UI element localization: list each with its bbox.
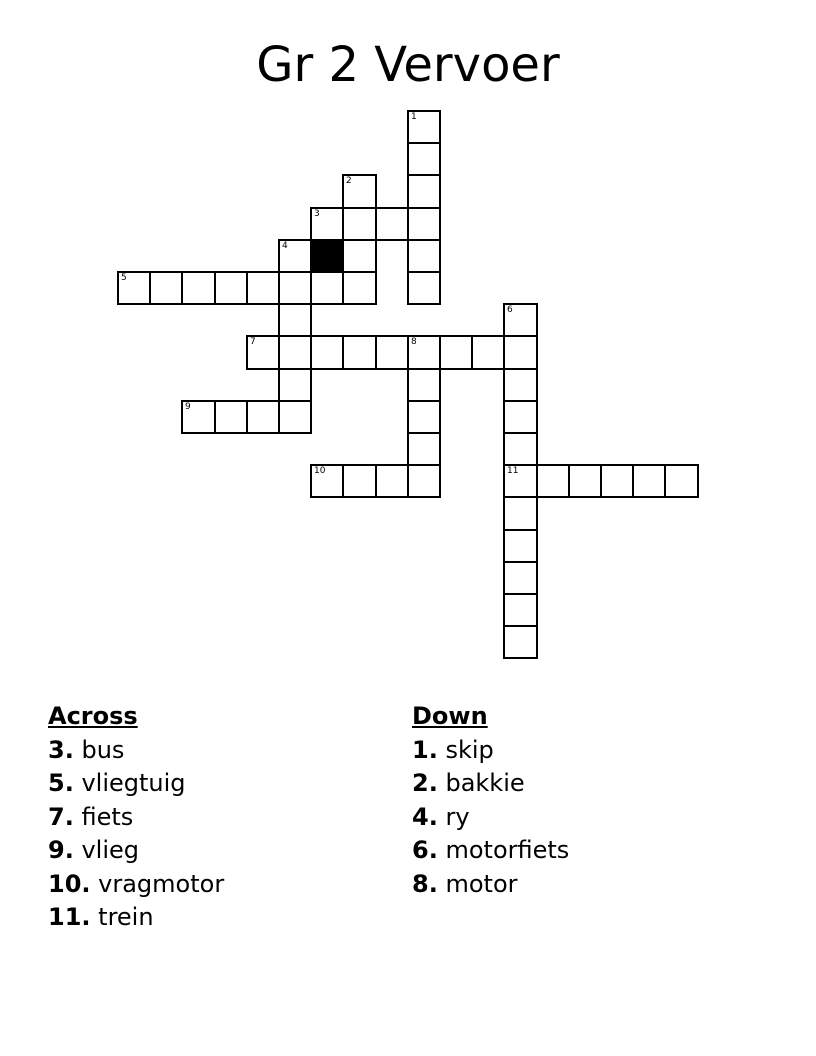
grid-cell[interactable] — [407, 464, 441, 498]
clue-down-8 — [412, 868, 569, 902]
clue-across-10 — [48, 868, 224, 902]
clue-text: skip — [445, 735, 494, 764]
clue-text: vlieg — [81, 836, 140, 864]
cell-number: 6 — [507, 305, 513, 315]
clue-across-11 — [48, 901, 224, 935]
grid-cell[interactable] — [407, 142, 441, 176]
cell-number: 2 — [346, 176, 352, 186]
grid-cell[interactable] — [439, 335, 473, 370]
clue-text: trein — [98, 903, 154, 931]
grid-cell[interactable] — [407, 432, 441, 466]
clue-down-6 — [412, 834, 569, 868]
clue-number: 9. — [48, 836, 74, 864]
grid-cell[interactable] — [503, 593, 538, 627]
clue-text: motor — [445, 869, 518, 898]
grid-cell[interactable] — [246, 400, 280, 434]
grid-cell[interactable] — [342, 464, 377, 498]
grid-cell[interactable] — [149, 271, 183, 305]
clue-down-1 — [412, 734, 569, 768]
cell-number: 10 — [314, 466, 326, 476]
clue-number: 4. — [412, 802, 438, 831]
clue-number: 2. — [412, 769, 438, 797]
grid-cell[interactable] — [632, 464, 666, 498]
grid-cell[interactable] — [407, 207, 441, 241]
grid-cell[interactable] — [407, 239, 441, 273]
grid-cell[interactable] — [310, 464, 344, 498]
grid-cell[interactable] — [503, 303, 538, 337]
grid-cell[interactable] — [246, 335, 280, 370]
grid-cell[interactable] — [214, 400, 248, 434]
cell-number: 1 — [411, 112, 417, 122]
grid-cell[interactable] — [503, 368, 538, 402]
grid-cell[interactable] — [181, 271, 216, 305]
cell-number: 5 — [121, 273, 127, 283]
clue-text: bus — [81, 735, 125, 764]
cell-number: 8 — [411, 337, 417, 347]
grid-cell[interactable] — [342, 207, 377, 241]
grid-cell[interactable] — [503, 625, 538, 659]
clue-text: motorfiets — [445, 836, 570, 864]
clue-number: 7. — [48, 802, 74, 831]
grid-cell[interactable] — [375, 335, 409, 370]
grid-cell[interactable] — [503, 496, 538, 531]
grid-cell[interactable] — [503, 561, 538, 595]
down-heading: Down — [412, 702, 488, 730]
clue-text: vliegtuig — [81, 769, 186, 797]
grid-cell[interactable] — [278, 271, 312, 305]
grid-cell[interactable] — [375, 464, 409, 498]
grid-cell[interactable] — [310, 271, 344, 305]
clue-text: vragmotor — [98, 869, 225, 898]
grid-cell[interactable] — [214, 271, 248, 305]
clue-text: fiets — [81, 802, 134, 831]
grid-cell[interactable] — [536, 464, 570, 498]
clue-across-7 — [48, 801, 224, 835]
clue-number: 1. — [412, 735, 438, 764]
clue-number: 6. — [412, 836, 438, 864]
grid-cell[interactable] — [246, 271, 280, 305]
cell-number: 3 — [314, 209, 320, 219]
across-heading: Across — [48, 702, 138, 730]
grid-cell[interactable] — [117, 271, 151, 305]
clue-number: 10. — [48, 869, 91, 898]
grid-cell[interactable] — [278, 303, 312, 337]
grid-cell[interactable] — [342, 335, 377, 370]
cell-number: 11 — [507, 466, 519, 476]
cell-number: 4 — [282, 241, 288, 251]
grid-cell[interactable] — [407, 174, 441, 209]
grid-cell[interactable] — [278, 400, 312, 434]
clue-number: 5. — [48, 769, 74, 797]
blocked-cell — [310, 239, 344, 273]
grid-cell[interactable] — [503, 335, 538, 370]
grid-cell[interactable] — [407, 400, 441, 434]
grid-cell[interactable] — [503, 529, 538, 563]
grid-cell[interactable] — [407, 335, 441, 370]
grid-cell[interactable] — [342, 271, 377, 305]
grid-cell[interactable] — [342, 239, 377, 273]
down-clues — [412, 700, 569, 901]
grid-cell[interactable] — [342, 174, 377, 209]
grid-cell[interactable] — [568, 464, 602, 498]
grid-cell[interactable] — [310, 335, 344, 370]
clue-down-2 — [412, 767, 569, 801]
clue-across-9 — [48, 834, 224, 868]
clue-down-4 — [412, 801, 569, 835]
grid-cell[interactable] — [278, 368, 312, 402]
cell-number: 9 — [185, 402, 191, 412]
grid-cell[interactable] — [181, 400, 216, 434]
clue-text: bakkie — [445, 769, 525, 797]
grid-cell[interactable] — [503, 400, 538, 434]
clue-across-5 — [48, 767, 224, 801]
grid-cell[interactable] — [407, 271, 441, 305]
across-clues — [48, 700, 224, 935]
clue-number: 11. — [48, 903, 91, 931]
grid-cell[interactable] — [375, 207, 409, 241]
grid-cell[interactable] — [600, 464, 634, 498]
grid-cell[interactable] — [278, 335, 312, 370]
grid-cell[interactable] — [407, 110, 441, 144]
clue-number: 3. — [48, 735, 74, 764]
grid-cell[interactable] — [407, 368, 441, 402]
clue-across-3 — [48, 734, 224, 768]
grid-cell[interactable] — [503, 432, 538, 466]
grid-cell[interactable] — [471, 335, 505, 370]
grid-cell[interactable] — [310, 207, 344, 241]
grid-cell[interactable] — [278, 239, 312, 273]
grid-cell[interactable] — [503, 464, 538, 498]
page-title: Gr 2 Vervoer — [256, 37, 560, 93]
cell-number: 7 — [250, 337, 256, 347]
clue-number: 8. — [412, 869, 438, 898]
clue-text: ry — [445, 802, 470, 831]
grid-cell[interactable] — [664, 464, 699, 498]
